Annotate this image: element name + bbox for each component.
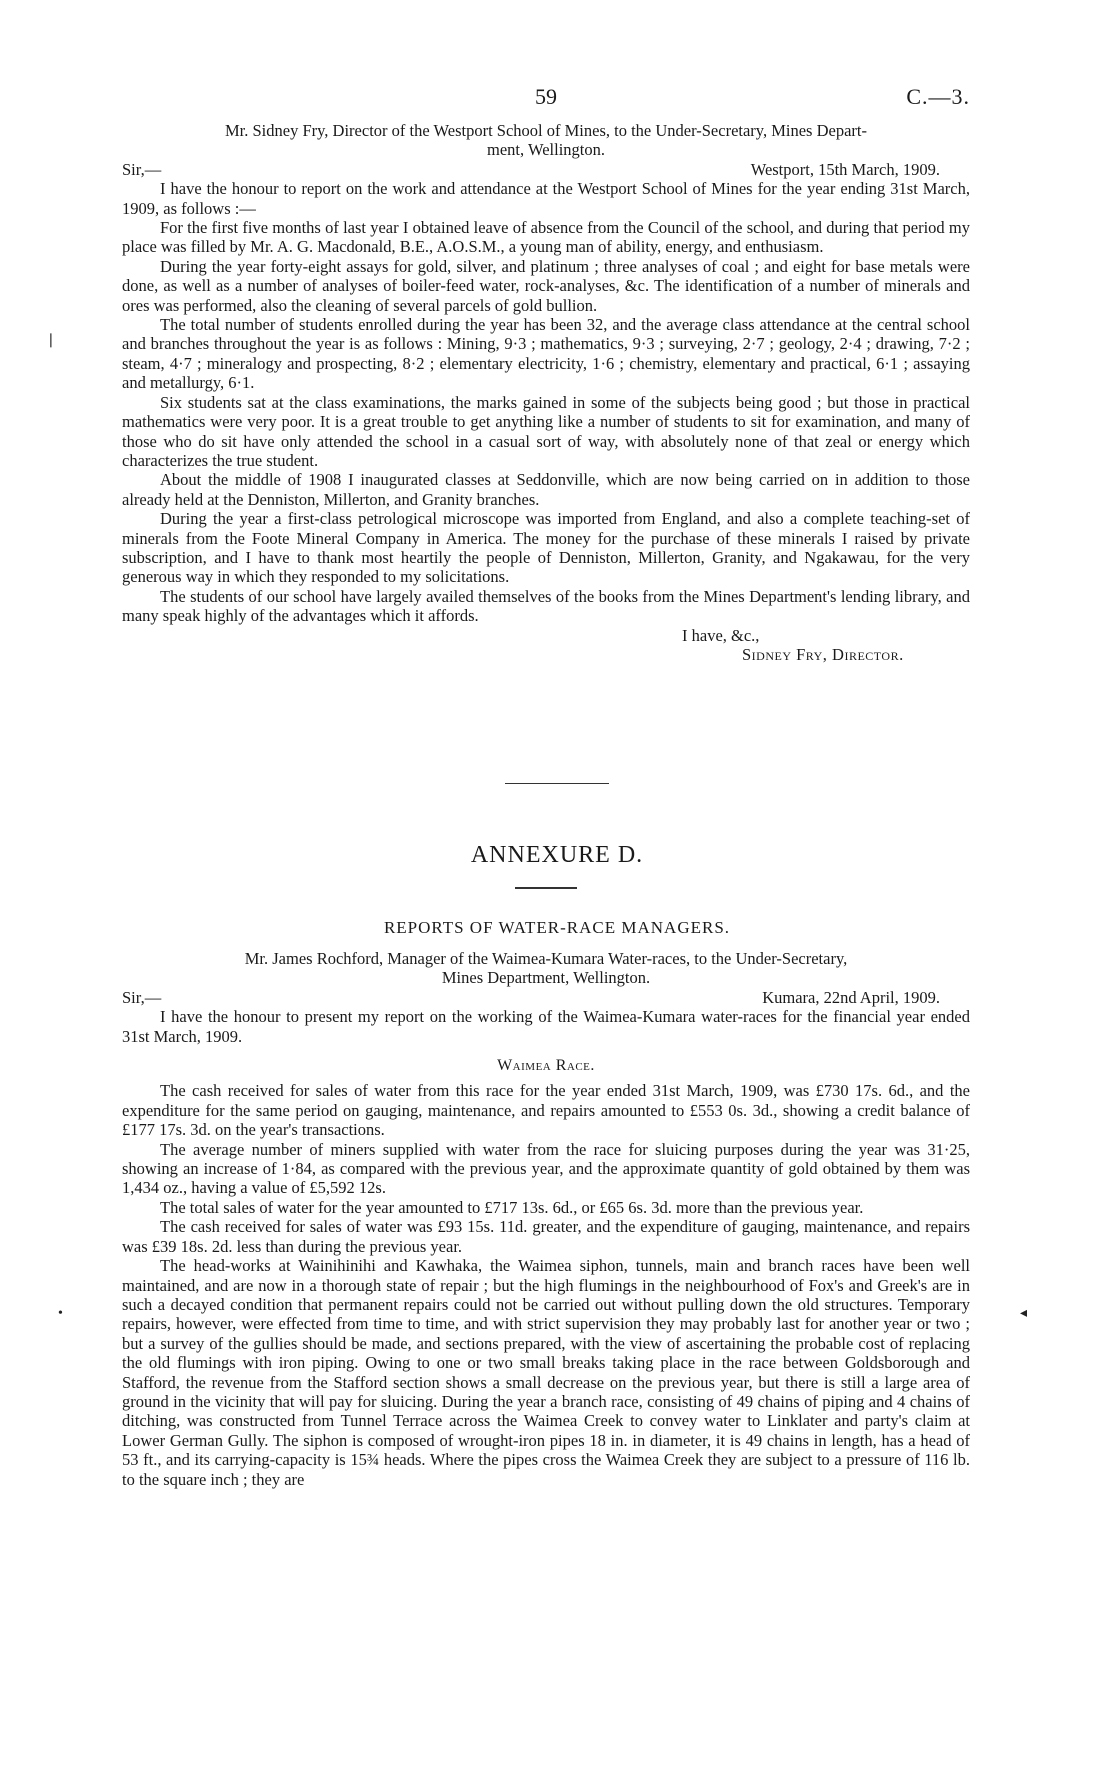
letter2-paragraph: The cash received for sales of water was £93 15s. 11d. greater, and the expenditure of gauging, maintenance, and repairs was £39 18s. 2d. less than during the previous year. [122, 1217, 970, 1256]
scan-mark: ❘ [45, 333, 57, 348]
letter1-paragraph: The total number of students enrolled during the year has been 32, and the average class attendance at the central school and branches throughout the year is as follows : Mining, 9·3 ; mathematics, 9·3 ; surveying, 2·7 ; geology, 2·4 ; drawing, 7·2 ; steam, 4·7 ; mineralogy and prospecting, 8·2 ; elementary electricity, 1·6 ; chemistry, elementary and practical, 6·1 ; assaying and metallurgy, 6·1. [122, 315, 970, 393]
letter1-closing: I have, &c., [682, 625, 760, 645]
section-divider [505, 783, 609, 784]
letter2-paragraph: The cash received for sales of water from this race for the year ended 31st March, 1909, was £730 17s. 6d., and the expenditure for the same period on gauging, maintenance, and repairs amounted to £553 0s. 3d., showing a credit balance of £177 17s. 3d. on the year's transactions. [122, 1081, 970, 1140]
letter1-salutation: Sir,— [122, 159, 162, 179]
scan-mark: ◂ [1020, 1306, 1028, 1321]
annexure-title: ANNEXURE D. [470, 842, 644, 868]
letter2-paragraph: The average number of miners supplied with water from the race for sluicing purposes during the year was 31·25, showing an increase of 1·84, as compared with the previous year, and the approximate quantity of gold obtained by them was 1,434 oz., having a value of £5,592 12s. [122, 1139, 970, 1198]
letter1-place-date: Westport, 15th March, 1909. [750, 159, 940, 179]
letter2-paragraph: The total sales of water for the year amounted to £717 13s. 6d., or £65 6s. 3d. more than the previous year. [160, 1197, 864, 1217]
letter1-paragraph: Six students sat at the class examinations, the marks gained in some of the subjects being good ; but those in practical mathematics were very poor. It is a great trouble to get anything like a number of students to sit for examination, and many of those who do sit have only attended the school in a casual sort of way, with absolutely none of that zeal or energy which characterizes the true student. [122, 392, 970, 470]
letter1-paragraph: About the middle of 1908 I inaugurated classes at Seddonville, which are now being carried on in addition to those already held at the Denniston, Millerton, and Granity branches. [122, 470, 970, 509]
annexure-underline [515, 887, 577, 889]
scan-mark: • [58, 1306, 63, 1321]
letter1-paragraph: The students of our school have largely availed themselves of the books from the Mines Department's lending library, and many speak highly of the advantages which it affords. [122, 586, 970, 626]
letter2-salutation-row [122, 988, 970, 1007]
letter1-addressee-line-2: ment, Wellington. [487, 140, 605, 160]
letter1-addressee-line-1: Mr. Sidney Fry, Director of the Westport School of Mines, to the Under-Secretary, Mines Depart- [224, 121, 867, 140]
letter1-signature: Sidney Fry, Director. [742, 644, 904, 664]
letter1-paragraph: During the year forty-eight assays for gold, silver, and platinum ; three analyses of coal ; and eight for base metals were done, as well as a number of analyses of boiler-feed water, rock-analyses, &c. The identification of a number of minerals and ores was performed, also the cleaning of several parcels of gold bullion. [122, 256, 970, 315]
letter2-salutation: Sir,— [122, 987, 162, 1007]
waimea-race-heading: Waimea Race. [497, 1057, 595, 1075]
letter1-paragraph: For the first five months of last year I obtained leave of absence from the Council of the school, and during that period my place was filled by Mr. A. G. Macdonald, B.E., A.O.S.M., a young man of ability, energy, and enthusiasm. [122, 218, 970, 257]
letter2-paragraph: The head-works at Wainihinihi and Kawhaka, the Waimea siphon, tunnels, main and branch races have been well maintained, and are now in a thorough state of repair ; but the high flumings in the neighbourhood of Fox's and Greek's are in such a decayed condition that permanent repairs could not be carried out without pulling down the old structures. Temporary repairs, however, were effected from time to time, and with strict supervision they may probably last for another year or two ; but a survey of the gullies should be made, and sections prepared, with the view of ascertaining the probable cost of replacing the old flumings with iron piping. Owing to one or two small breaks taking place in the race between Goldsborough and Stafford, the revenue from the Stafford section shows a small decrease on the previous year, but there is still a large area of ground in the vicinity that will pay for sluicing. During the year a branch race, consisting of 49 chains of piping and 4 chains of ditching, was constructed from Tunnel Terrace across the Waimea Creek to convey water to Linklater and party's claim at Lower German Gully. The siphon is composed of wrought-iron pipes 18 in. in diameter, it is 49 chains in length, has a head of 53 ft., and its carrying-capacity is 15¾ heads. Where the pipes cross the Waimea Creek they are subject to a pressure of 116 lb. to the square inch ; they are [122, 1256, 970, 1489]
reports-heading: REPORTS OF WATER-RACE MANAGERS. [383, 918, 731, 937]
page-reference: C.—3. [906, 84, 970, 109]
letter2-place-date: Kumara, 22nd April, 1909. [762, 987, 940, 1007]
letter-westport [122, 121, 970, 664]
letter-kumara [122, 949, 970, 1489]
letter2-intro: I have the honour to present my report on the working of the Waimea-Kumara water-races for the financial year ended 31st March, 1909. [122, 1007, 970, 1046]
letter1-paragraph: I have the honour to report on the work and attendance at the Westport School of Mines for the year ending 31st March, 1909, as follows :— [122, 179, 970, 218]
letter1-paragraph: During the year a first-class petrological microscope was imported from England, and also a complete teaching-set of minerals from the Foote Mineral Company in America. The money for the purchase of these minerals I raised by private subscription, and I have to thank most heartily the people of Denniston, Millerton, Granity, and Ngakawau, for the very generous way in which they responded to my solicitations. [122, 509, 970, 587]
letter2-addressee-line-2: Mines Department, Wellington. [441, 968, 651, 988]
letter2-addressee-line-1: Mr. James Rochford, Manager of the Waimea-Kumara Water-races, to the Under-Secretary, [244, 949, 848, 968]
letter1-salutation-row [122, 160, 970, 179]
page-number: 59 [535, 84, 557, 109]
